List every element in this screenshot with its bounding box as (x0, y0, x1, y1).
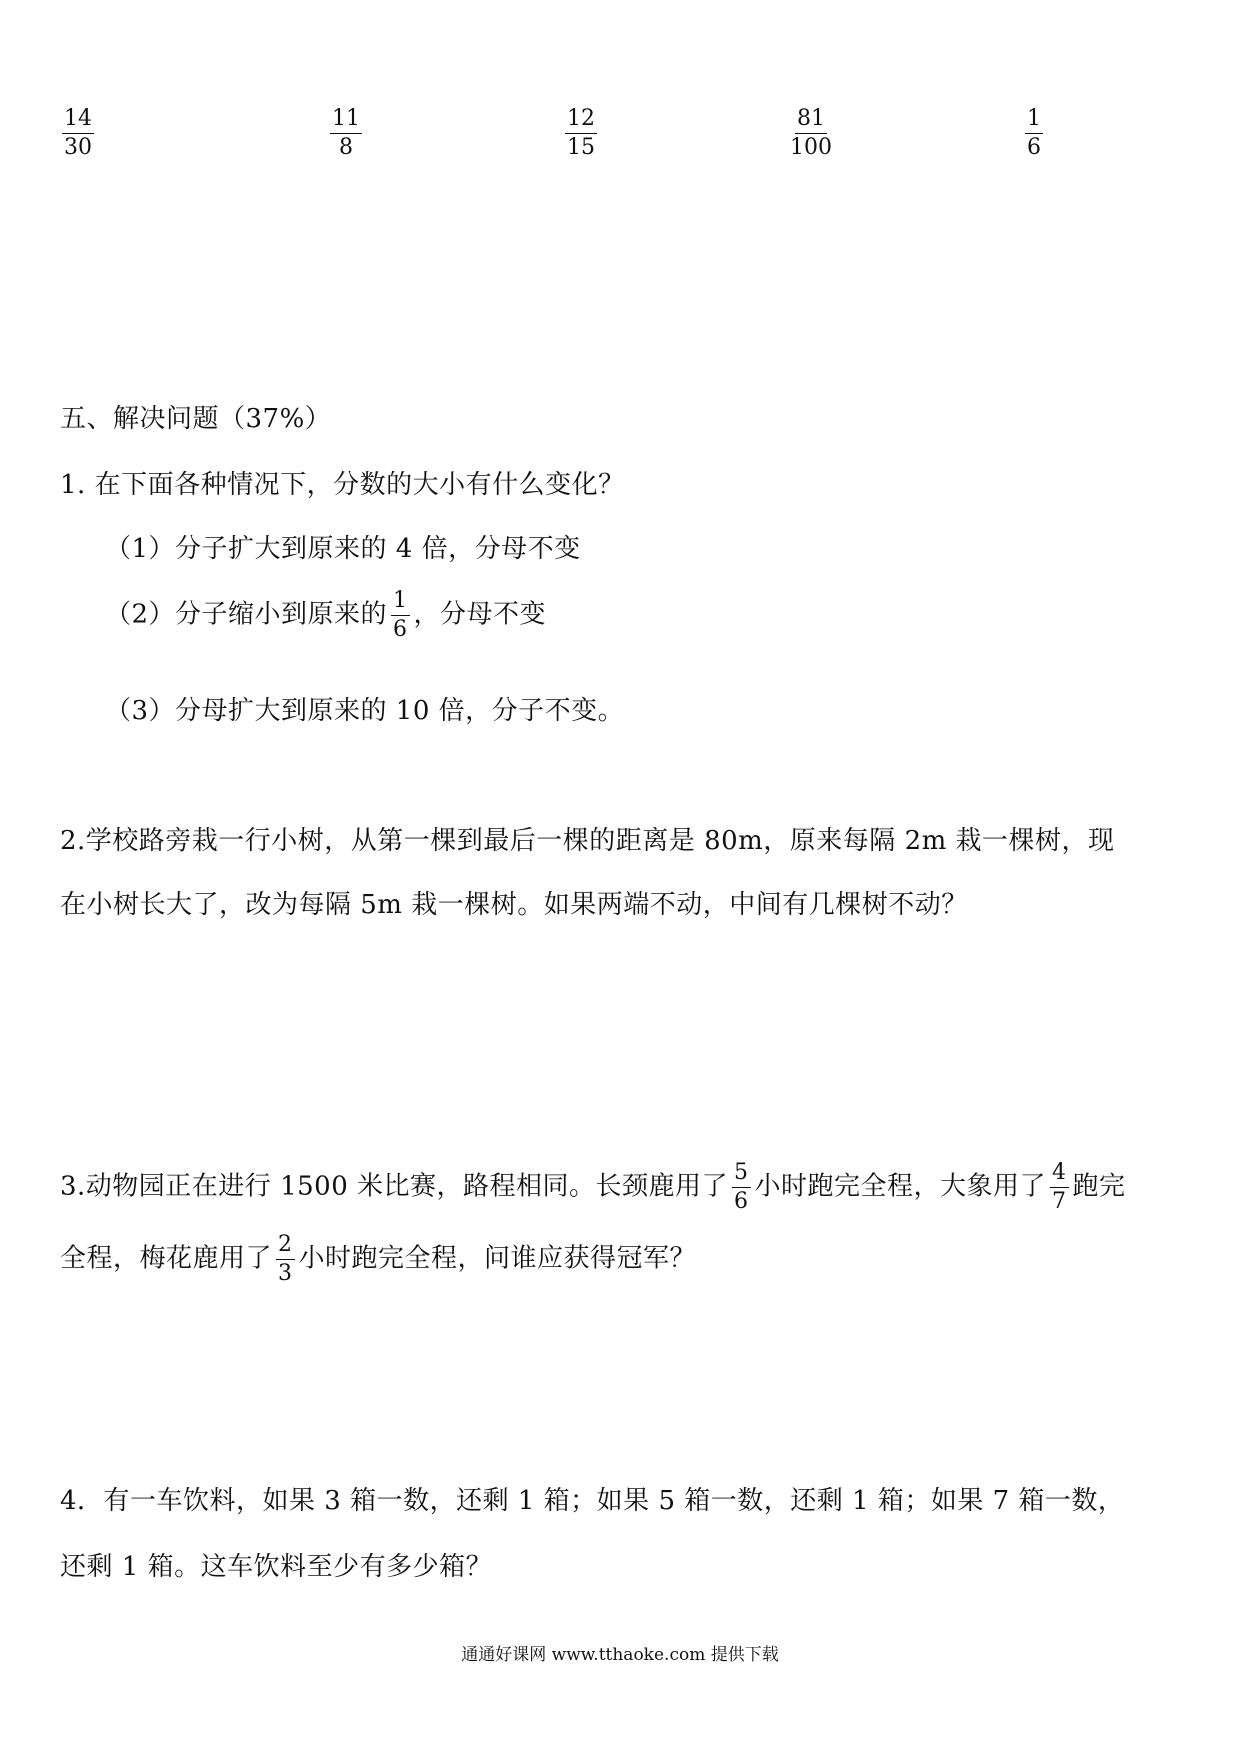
question-4-line-1: 4．有一车饮料，如果 3 箱一数，还剩 1 箱；如果 5 箱一数，还剩 1 箱；如果 7 箱一数， (60, 1486, 1125, 1516)
fraction-denominator: 3 (278, 1261, 293, 1286)
fraction-1-denominator: 30 (64, 135, 92, 160)
fraction-1-numerator: 14 (62, 108, 94, 134)
fraction-list (0, 108, 1240, 178)
question-1-sub-3: （3）分母扩大到原来的 10 倍，分子不变。 (105, 696, 625, 726)
deer-time-fraction (276, 1234, 295, 1285)
fraction-5-denominator: 6 (1027, 135, 1041, 160)
question-3-text-b: 小时跑完全程，大象用了 (754, 1171, 1047, 1202)
section-title: 五、解决问题（37%） (60, 404, 332, 434)
question-4-line-2: 还剩 1 箱。这车饮料至少有多少箱？ (60, 1552, 493, 1582)
fraction-2-denominator: 8 (339, 135, 353, 160)
question-3-line-2 (60, 1234, 696, 1285)
fraction-denominator: 6 (734, 1189, 749, 1214)
question-3-text-d: 全程，梅花鹿用了 (60, 1243, 273, 1274)
question-2-line-1: 2.学校路旁栽一行小树，从第一棵到最后一棵的距离是 80m，原来每隔 2m 栽一棵树，现 (60, 826, 1115, 856)
fraction-3 (565, 108, 597, 159)
footer-credit: 通通好课网 www.tthaoke.com 提供下载 (461, 1645, 779, 1665)
fraction-numerator: 1 (391, 590, 410, 616)
elephant-time-fraction (1050, 1162, 1069, 1213)
fraction-3-denominator: 15 (567, 135, 595, 160)
question-1-sub-2-fraction (391, 590, 410, 641)
fraction-1 (62, 108, 94, 159)
fraction-numerator: 5 (732, 1162, 751, 1188)
fraction-denominator: 6 (393, 617, 408, 642)
giraffe-time-fraction (732, 1162, 751, 1213)
fraction-4-numerator: 81 (795, 108, 827, 134)
question-3-line-1 (60, 1162, 1126, 1213)
question-1-sub-2-text-b: ，分母不变 (413, 599, 547, 630)
question-1-sub-2 (105, 590, 546, 641)
question-1-sub-2-text-a: （2）分子缩小到原来的 (105, 599, 388, 630)
fraction-2 (330, 108, 362, 159)
fraction-denominator: 7 (1052, 1189, 1067, 1214)
fraction-4 (788, 108, 834, 159)
fraction-5-numerator: 1 (1025, 108, 1043, 134)
fraction-numerator: 4 (1050, 1162, 1069, 1188)
question-3-text-c: 跑完 (1072, 1171, 1126, 1202)
fraction-5 (1025, 108, 1043, 159)
fraction-2-numerator: 11 (330, 108, 362, 134)
question-3-text-a: 3.动物园正在进行 1500 米比赛，路程相同。长颈鹿用了 (60, 1171, 729, 1202)
question-1-sub-1: （1）分子扩大到原来的 4 倍，分母不变 (105, 534, 581, 564)
question-1-stem: 1. 在下面各种情况下，分数的大小有什么变化？ (60, 470, 625, 500)
fraction-4-denominator: 100 (790, 135, 832, 160)
question-3-text-e: 小时跑完全程，问谁应获得冠军？ (298, 1243, 697, 1274)
question-2-line-2: 在小树长大了，改为每隔 5m 栽一棵树。如果两端不动，中间有几棵树不动？ (60, 890, 968, 920)
fraction-3-numerator: 12 (565, 108, 597, 134)
fraction-numerator: 2 (276, 1234, 295, 1260)
